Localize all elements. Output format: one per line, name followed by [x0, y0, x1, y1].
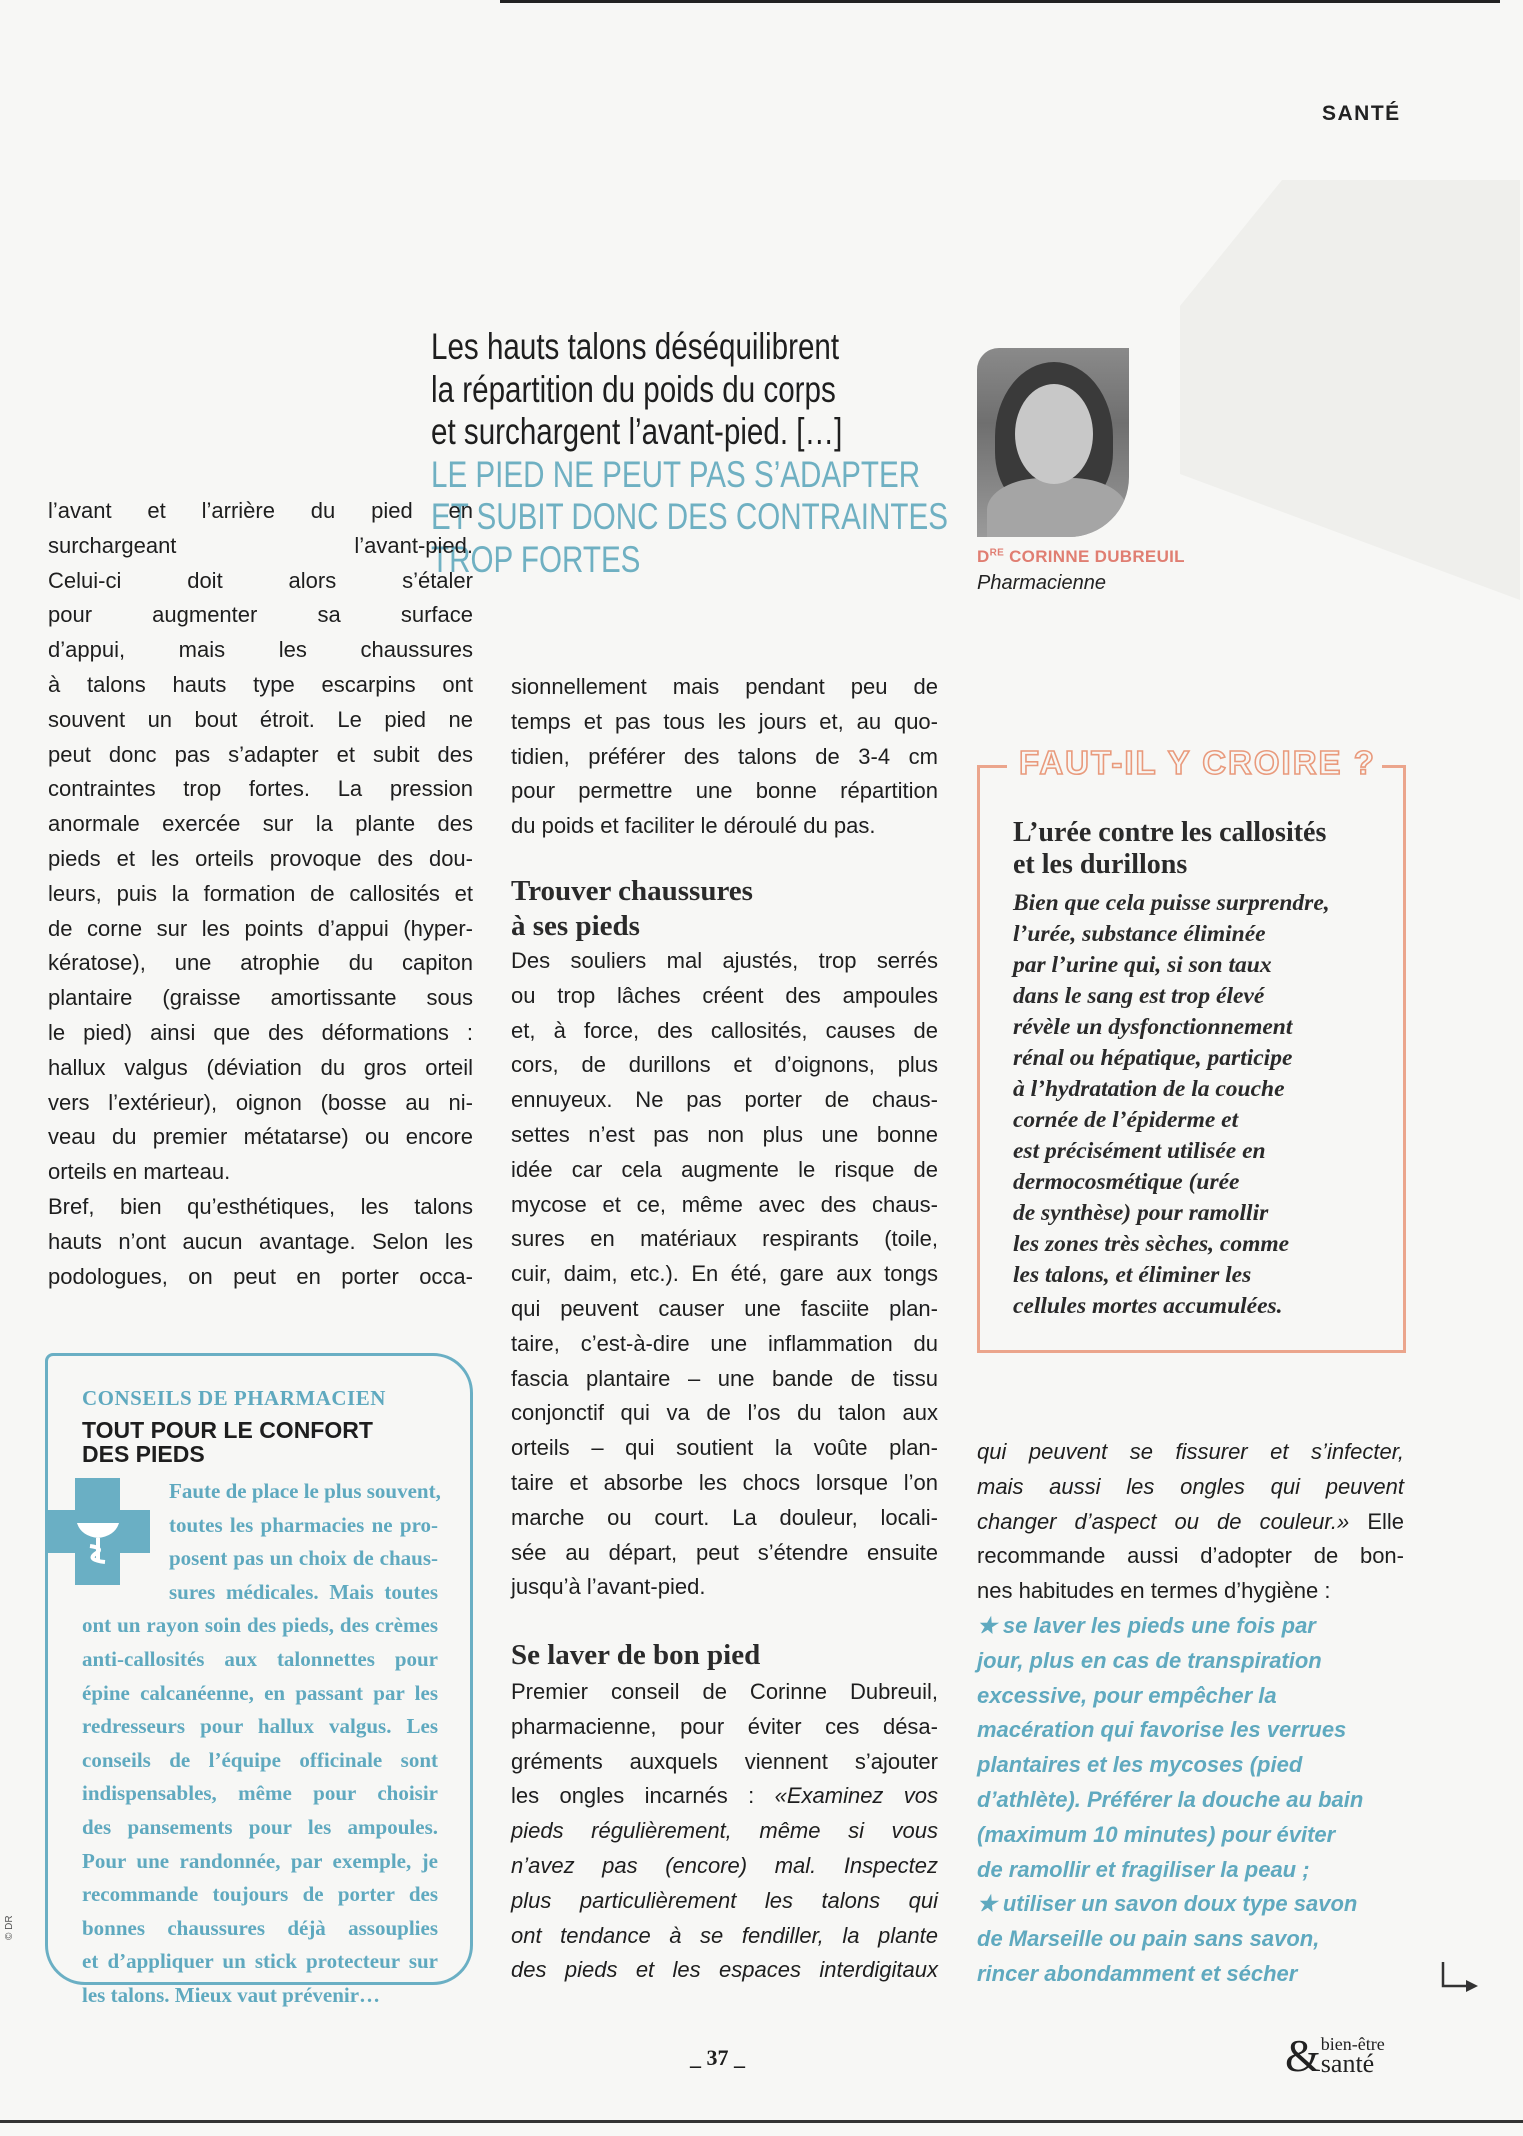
myth-box-title: [1013, 817, 1326, 881]
body-text-line: surchargeant l’avant-pied.: [48, 532, 473, 558]
body-text-line: de corne sur les points d’appui (hyper-: [48, 915, 473, 941]
pharmacist-box-line: toutes les pharmacies ne pro-: [169, 1512, 438, 1537]
logo-word-1: bien-être: [1320, 2034, 1385, 2054]
pharmacist-box-line: Pour une randonnée, par exemple, je: [82, 1848, 438, 1873]
article-column-1: [48, 494, 473, 1294]
page-number: _ 37 _: [690, 2045, 745, 2070]
body-text-line: pieds régulièrement, même si vous: [511, 1818, 938, 1844]
myth-box-line: l’urée, substance éliminée: [1013, 921, 1266, 947]
body-text-line: ou trop lâches créent des ampoules: [511, 982, 938, 1008]
logo-ampersand: &: [1285, 2030, 1321, 2081]
body-text-line: et, à force, des callosités, causes de: [511, 1017, 938, 1043]
body-text-line: hallux valgus (déviation du gros orteil: [48, 1054, 473, 1080]
body-text-line: des pieds et les espaces interdigitaux: [511, 1957, 938, 1983]
expert-name: [977, 547, 1185, 567]
body-text-line: cuir, daim, etc.). En été, gare aux tongs: [511, 1261, 938, 1287]
pull-quote-line: et surchargent l’avant-pied. […]: [431, 411, 843, 452]
body-text-line: recommande aussi d’adopter de bon-: [977, 1543, 1404, 1569]
body-text-line: taire, c’est-à-dire une inflammation du: [511, 1330, 938, 1356]
pull-quote-line: Les hauts talons déséquilibrent: [431, 326, 840, 367]
myth-box-kicker: FAUT-IL Y CROIRE ?: [1013, 744, 1382, 782]
article-column-2-section-1: [511, 944, 938, 1605]
hygiene-tip-line: d’athlète). Préférer la douche au bain: [977, 1786, 1364, 1812]
myth-box-line: Bien que cela puisse surprendre,: [1013, 890, 1330, 916]
body-text-line: sures en matériaux respirants (toile,: [511, 1226, 938, 1252]
body-text-line: du poids et faciliter le déroulé du pas.: [511, 813, 876, 839]
pull-quote: [431, 326, 991, 581]
pull-quote-line: la répartition du poids du corps: [431, 368, 836, 410]
hygiene-tip-line: jour, plus en cas de transpiration: [977, 1647, 1322, 1673]
myth-box-line: les talons, et éliminer les: [1013, 1262, 1252, 1288]
body-text-line: taire et absorbe les chocs lorsque l’on: [511, 1469, 938, 1495]
pharmacist-box-line: des pansements pour les ampoules.: [82, 1814, 438, 1839]
expert-title: D: [977, 547, 990, 566]
pharmacist-box-title-line: DES PIEDS: [82, 1441, 205, 1467]
hygiene-tip-line: de ramollir et fragiliser la peau ;: [977, 1856, 1310, 1882]
body-text-line: le pied) ainsi que des déformations :: [48, 1019, 473, 1045]
pharmacist-box-line: conseils de l’équipe officinale sont: [82, 1747, 438, 1772]
body-text-line: orteils – qui soutient la voûte plan-: [511, 1435, 938, 1461]
quote-text-line: [977, 1505, 1404, 1540]
subheading-se-laver: Se laver de bon pied: [511, 1639, 761, 1671]
subheading-trouver-chaussures: [511, 874, 753, 944]
text-segment: changer d’aspect ou de couleur.»: [977, 1508, 1368, 1534]
article-column-2-section-2: [511, 1675, 938, 1988]
pharmacist-box-line: sures médicales. Mais toutes: [169, 1579, 438, 1604]
hygiene-tip-line: ★ utiliser un savon doux type savon: [977, 1891, 1358, 1917]
hygiene-tip-line: de Marseille ou pain sans savon,: [977, 1926, 1320, 1952]
body-text-line: podologues, on peut en porter occa-: [48, 1263, 473, 1289]
body-text-line: settes n’est pas non plus une bonne: [511, 1121, 938, 1147]
pull-quote-highlight: ET SUBIT DONC DES CONTRAINTES: [431, 496, 948, 537]
body-text-line: veau du premier métatarse) ou encore: [48, 1124, 473, 1150]
myth-box-line: par l’urine qui, si son taux: [1013, 952, 1272, 978]
pharmacist-box-line: les talons. Mieux vaut prévenir…: [82, 1982, 381, 2007]
body-text-line: contraintes trop fortes. La pression: [48, 776, 473, 802]
hygiene-tip-line: macération qui favorise les verrues: [977, 1717, 1347, 1743]
subheading-line: Trouver chaussures: [511, 875, 753, 907]
page-top-edge: [500, 0, 1500, 3]
myth-box-text: [1013, 888, 1383, 1322]
body-text-line: d’appui, mais les chaussures: [48, 637, 473, 663]
logo-word-2: santé: [1320, 2049, 1375, 2078]
text-segment: Elle: [1367, 1508, 1404, 1534]
article-column-2-intro: [511, 670, 938, 844]
page-bottom-edge: [0, 2120, 1523, 2123]
myth-box-line: dans le sang est trop élevé: [1013, 983, 1265, 1009]
body-text-line: Des souliers mal ajustés, trop serrés: [511, 948, 938, 973]
body-text-line: pieds et les orteils provoque des dou-: [48, 845, 473, 871]
body-text-line: [511, 1779, 938, 1814]
body-text-line: souvent un bout étroit. Le pied ne: [48, 706, 473, 732]
myth-box-line: dermocosmétique (urée: [1013, 1169, 1240, 1195]
pharmacist-box-line: indispensables, même pour choisir: [82, 1781, 438, 1806]
text-segment: «Examinez vos: [774, 1783, 938, 1809]
body-text-line: peut donc pas s’adapter et subit des: [48, 741, 473, 767]
body-text-line: marche ou court. La douleur, locali-: [511, 1504, 938, 1530]
body-text-line: sionnellement mais pendant peu de: [511, 674, 938, 699]
body-text-line: anormale exercée sur la plante des: [48, 811, 473, 837]
article-column-3: [977, 1435, 1404, 1992]
expert-title-sup: RE: [989, 547, 1005, 559]
myth-box-line: à l’hydratation de la couche: [1013, 1076, 1285, 1102]
text-segment: les ongles incarnés :: [511, 1783, 775, 1809]
body-text-line: orteils en marteau.: [48, 1159, 231, 1185]
hygiene-tip-line: ★ se laver les pieds une fois par: [977, 1612, 1316, 1638]
myth-box-line: les zones très sèches, comme: [1013, 1231, 1290, 1257]
body-text-line: fascia plantaire – une bande de tissu: [511, 1365, 938, 1391]
body-text-line: kératose), une atrophie du capiton: [48, 950, 473, 976]
hygiene-tip-line: plantaires et les mycoses (pied: [977, 1752, 1303, 1778]
body-text-line: Bref, bien qu’esthétiques, les talons: [48, 1193, 473, 1219]
pharmacist-box-text: [82, 1475, 441, 2013]
body-text-line: Premier conseil de Corinne Dubreuil,: [511, 1679, 938, 1704]
pharmacist-box-line: recommande toujours de porter des: [82, 1882, 438, 1907]
expert-role: Pharmacienne: [977, 572, 1106, 594]
body-text-line: Celui-ci doit alors s’étaler: [48, 567, 473, 593]
body-text-line: hauts n’ont aucun avantage. Selon les: [48, 1228, 473, 1254]
pharmacist-box-title: [82, 1418, 373, 1466]
body-text-line: qui peuvent causer une fasciite plan-: [511, 1295, 938, 1321]
pharmacist-box-line: posent pas un choix de chaus-: [169, 1546, 438, 1571]
body-text-line: pharmacienne, pour éviter ces désa-: [511, 1713, 938, 1739]
hygiene-tip-line: rincer abondamment et sécher: [977, 1960, 1298, 1986]
pull-quote-highlight: LE PIED NE PEUT PAS S’ADAPTER: [431, 453, 921, 495]
body-text-line: conjonctif qui va de l’os du talon aux: [511, 1400, 938, 1426]
body-text-line: gréments auxquels viennent s’ajouter: [511, 1748, 938, 1774]
body-text-line: plus particulièrement les talons qui: [511, 1887, 938, 1913]
quote-text-line: mais aussi les ongles qui peuvent: [977, 1473, 1404, 1499]
body-text-line: pour permettre une bonne répartition: [511, 778, 938, 804]
body-text-line: nes habitudes en termes d’hygiène :: [977, 1578, 1331, 1604]
pharmacist-box-line: ont un rayon soin des pieds, des crèmes: [82, 1613, 438, 1638]
pharmacist-box-kicker: CONSEILS DE PHARMACIEN: [82, 1386, 386, 1410]
subheading-line: à ses pieds: [511, 910, 640, 942]
continue-arrow-icon: [1440, 1960, 1480, 1994]
myth-box-line: est précisément utilisée en: [1013, 1138, 1266, 1164]
pharmacist-box-line: épine calcanéenne, en passant par les: [82, 1680, 438, 1705]
myth-box-title-line: L’urée contre les callosités: [1013, 817, 1327, 848]
pharmacist-box-line: Faute de place le plus souvent,: [169, 1479, 441, 1503]
body-text-line: tidien, préférer des talons de 3-4 cm: [511, 743, 938, 769]
pharmacist-box-line: bonnes chaussures déjà assouplies: [82, 1915, 438, 1940]
pharmacist-box-line: redresseurs pour hallux valgus. Les: [82, 1714, 438, 1739]
body-text-line: pour augmenter sa surface: [48, 602, 473, 628]
body-text-line: vers l’extérieur), oignon (bosse au ni-: [48, 1089, 473, 1115]
pharmacist-box-title-line: TOUT POUR LE CONFORT: [82, 1417, 373, 1443]
pharmacist-box-line: anti-callosités aux talonnettes pour: [82, 1646, 438, 1671]
myth-box-line: de synthèse) pour ramollir: [1013, 1200, 1269, 1226]
body-text-line: mycose et ce, même avec des chaus-: [511, 1191, 938, 1217]
myth-box-line: révèle un dysfonctionnement: [1013, 1014, 1293, 1040]
body-text-line: idée car cela augmente le risque de: [511, 1156, 938, 1182]
expert-name-text: CORINNE DUBREUIL: [1009, 547, 1185, 566]
quote-text-line: qui peuvent se fissurer et s’infecter,: [977, 1439, 1404, 1464]
background-hexagon: [1180, 180, 1520, 600]
pull-quote-highlight: TROP FORTES: [431, 538, 641, 580]
magazine-logo: [1285, 2030, 1385, 2081]
photo-credit: © DR: [4, 1915, 15, 1940]
myth-box-line: rénal ou hépatique, participe: [1013, 1045, 1293, 1071]
hygiene-tip-line: (maximum 10 minutes) pour éviter: [977, 1821, 1336, 1847]
myth-box-line: cornée de l’épiderme et: [1013, 1107, 1239, 1133]
body-text-line: jusqu’à l’avant-pied.: [511, 1574, 706, 1600]
body-text-line: à talons hauts type escarpins ont: [48, 671, 473, 697]
body-text-line: l’avant et l’arrière du pied en: [48, 498, 473, 523]
section-label: SANTÉ: [1322, 102, 1401, 125]
pharmacist-box-line: et d’appliquer un stick protecteur sur: [82, 1949, 438, 1974]
body-text-line: n’avez pas (encore) mal. Inspectez: [511, 1852, 938, 1878]
body-text-line: sée au départ, peut s’étendre ensuite: [511, 1539, 938, 1565]
body-text-line: plantaire (graisse amortissante sous: [48, 985, 473, 1011]
body-text-line: ont tendance à se fendiller, la plante: [511, 1922, 938, 1948]
myth-box-line: cellules mortes accumulées.: [1013, 1293, 1283, 1319]
body-text-line: ennuyeux. Ne pas porter de chaus-: [511, 1087, 938, 1113]
body-text-line: leurs, puis la formation de callosités et: [48, 880, 473, 906]
body-text-line: cors, de durillons et d’oignons, plus: [511, 1052, 938, 1078]
body-text-line: temps et pas tous les jours et, au quo-: [511, 708, 938, 734]
hygiene-tip-line: excessive, pour empêcher la: [977, 1682, 1277, 1708]
myth-box-border: [977, 765, 1007, 768]
expert-photo: [977, 348, 1129, 537]
myth-box-title-line: et les durillons: [1013, 849, 1188, 880]
